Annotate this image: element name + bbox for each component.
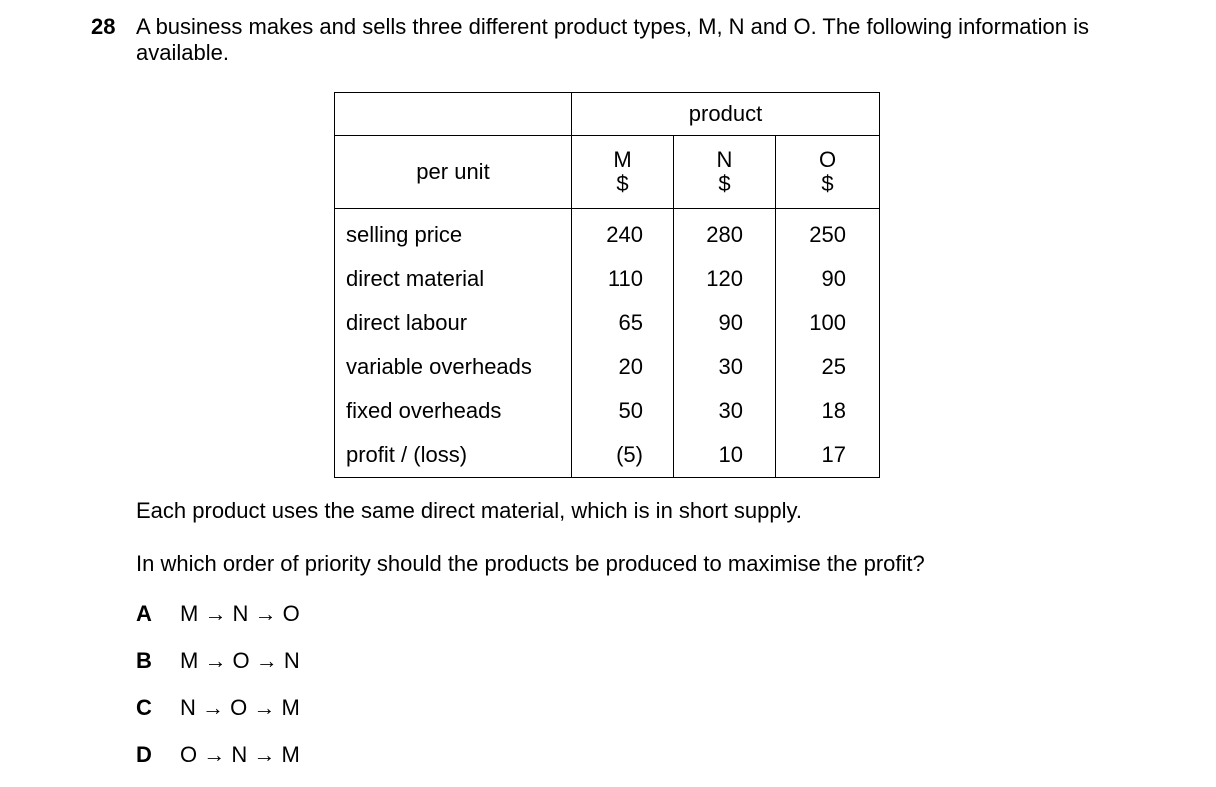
info-text: Each product uses the same direct material, which is in short supply. bbox=[136, 498, 803, 523]
cell-value: 25 bbox=[776, 345, 880, 389]
option-text: M → O → N bbox=[180, 648, 300, 673]
cell-value: 65 bbox=[572, 301, 674, 345]
column-name-m: M bbox=[613, 146, 632, 172]
cell-value: 50 bbox=[572, 389, 674, 433]
option-b[interactable] bbox=[136, 648, 300, 674]
per-unit-header: per unit bbox=[335, 136, 572, 209]
product-group-header: product bbox=[572, 93, 880, 136]
cell-value: 280 bbox=[674, 209, 776, 258]
cell-value: 30 bbox=[674, 389, 776, 433]
column-unit-o: $ bbox=[821, 170, 834, 196]
column-unit-n: $ bbox=[718, 170, 731, 196]
empty-corner-cell bbox=[335, 93, 572, 136]
question-stem: A business makes and sells three different product types, M, N and O. The following information is available. bbox=[136, 14, 1090, 65]
table-row bbox=[335, 209, 880, 258]
column-unit-m: $ bbox=[616, 170, 629, 196]
option-text: O → N → M bbox=[180, 742, 300, 767]
table-row bbox=[335, 345, 880, 389]
prompt-text: In which order of priority should the products be produced to maximise the profit? bbox=[136, 551, 925, 576]
cell-value: 120 bbox=[674, 257, 776, 301]
table-row bbox=[335, 257, 880, 301]
row-label: selling price bbox=[335, 209, 572, 258]
table-row bbox=[335, 301, 880, 345]
cell-value: 100 bbox=[776, 301, 880, 345]
table-header-row bbox=[335, 93, 880, 136]
cell-value: 110 bbox=[572, 257, 674, 301]
cell-value: 17 bbox=[776, 433, 880, 478]
option-c[interactable] bbox=[136, 695, 300, 721]
table-subheader-row bbox=[335, 136, 880, 209]
option-letter: D bbox=[136, 742, 152, 767]
question-number: 28 bbox=[91, 14, 116, 39]
column-name-o: O bbox=[818, 146, 837, 172]
option-letter: A bbox=[136, 601, 152, 626]
cell-value: 90 bbox=[674, 301, 776, 345]
row-label: direct material bbox=[335, 257, 572, 301]
cell-value: 90 bbox=[776, 257, 880, 301]
column-header-o bbox=[776, 136, 880, 209]
row-label: fixed overheads bbox=[335, 389, 572, 433]
cost-table bbox=[334, 92, 880, 478]
cell-value: (5) bbox=[572, 433, 674, 478]
option-letter: C bbox=[136, 695, 152, 720]
row-label: variable overheads bbox=[335, 345, 572, 389]
column-header-m bbox=[572, 136, 674, 209]
option-d[interactable] bbox=[136, 742, 300, 768]
cell-value: 240 bbox=[572, 209, 674, 258]
option-text: M → N → O bbox=[180, 601, 300, 626]
table-row bbox=[335, 433, 880, 478]
cell-value: 18 bbox=[776, 389, 880, 433]
cell-value: 250 bbox=[776, 209, 880, 258]
column-name-n: N bbox=[716, 146, 733, 172]
option-text: N → O → M bbox=[180, 695, 300, 720]
option-a[interactable] bbox=[136, 601, 300, 627]
column-header-n bbox=[674, 136, 776, 209]
option-letter: B bbox=[136, 648, 152, 673]
table-row bbox=[335, 389, 880, 433]
row-label: profit / (loss) bbox=[335, 433, 572, 478]
cell-value: 30 bbox=[674, 345, 776, 389]
row-label: direct labour bbox=[335, 301, 572, 345]
cell-value: 10 bbox=[674, 433, 776, 478]
cell-value: 20 bbox=[572, 345, 674, 389]
